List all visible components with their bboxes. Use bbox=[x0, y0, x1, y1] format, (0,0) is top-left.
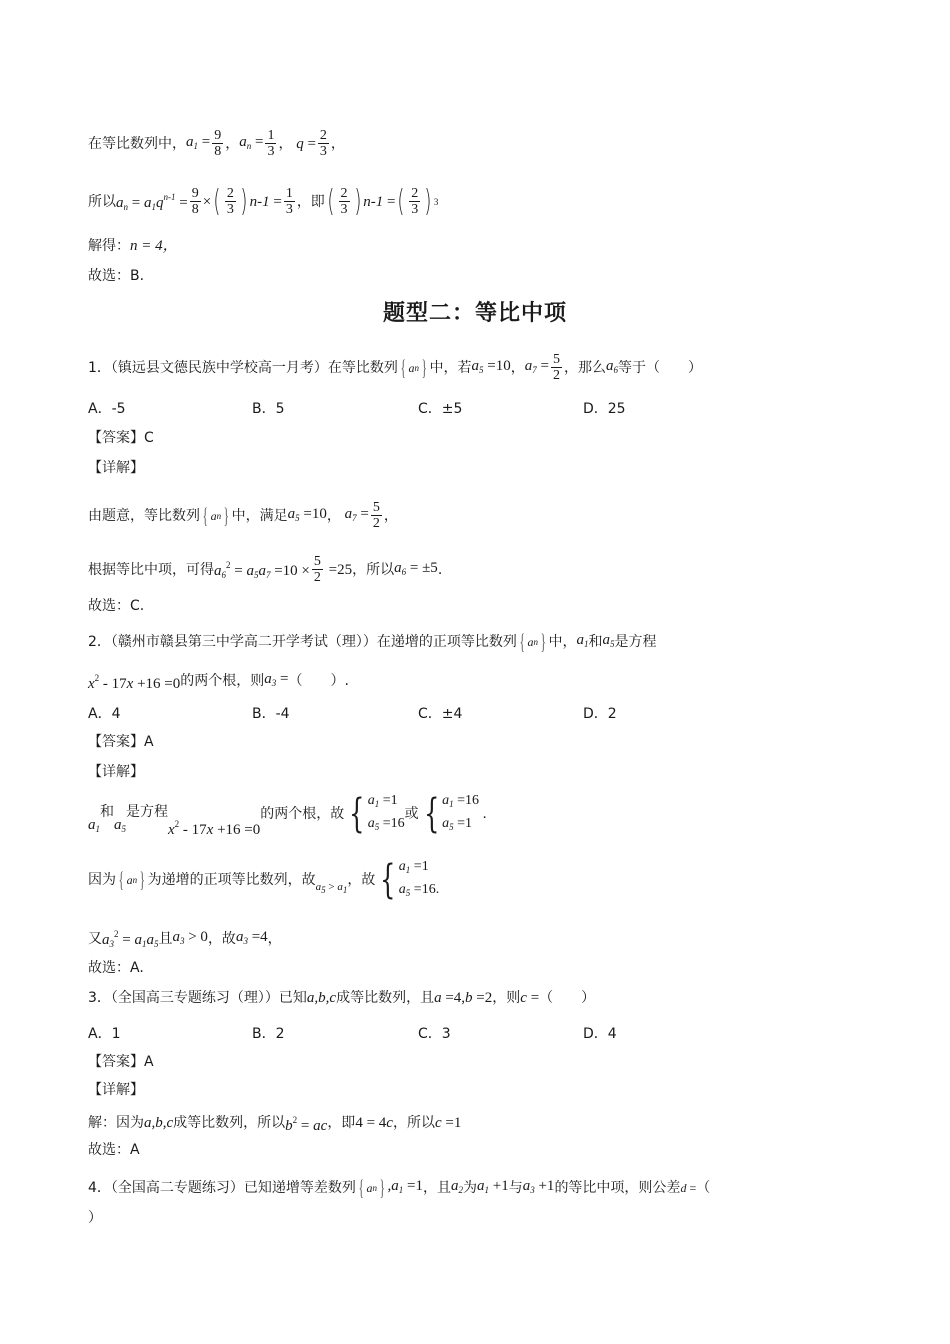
detail-label: 【详解】 bbox=[88, 764, 144, 780]
option-a: A．1 bbox=[88, 1026, 121, 1042]
math: $a_1$ = bbox=[186, 133, 211, 151]
option-d: D．25 bbox=[583, 401, 626, 417]
text-line: 解：因为 a,b,c 成等比数列，所以 $b^2$ = ac ，即 4 = 4c ，所以 c =1 bbox=[88, 1115, 462, 1134]
answer-label: 【答案】C bbox=[88, 430, 154, 446]
question-1-stem: 1．（镇远县文德民族中学校高一月考）在等比数列 { a n } 中，若 $a_5 =10$ ， $a_7$ = $\frac{5}{2}$ ，那么 $a_6$ 等于（ ） bbox=[88, 352, 702, 383]
text-line: 故选：B. bbox=[88, 268, 145, 284]
question-2-stem: 2．（赣州市赣县第三中学高二开学考试（理））在递增的正项等比数列 { a n } 中， $a_1$ 和 $a_5$ 是方程 bbox=[88, 629, 657, 654]
option-c: C．±4 bbox=[418, 706, 463, 722]
section-title: 题型二：等比中项 bbox=[382, 301, 567, 326]
question-2-stem-line2: $x^2 - 17x +16 =0$ 的两个根，则 $a_3$ = （ ）. bbox=[88, 671, 349, 692]
detail-label: 【详解】 bbox=[88, 1082, 144, 1098]
option-d: D．2 bbox=[583, 706, 617, 722]
text: 故选：A. bbox=[88, 960, 144, 976]
option-b: B．2 bbox=[252, 1026, 285, 1042]
text-line: 由题意，等比数列 { a n } 中，满足 $a_5 =10$ ， $a_7$ = $\frac{5}{2}$ ， bbox=[88, 500, 398, 531]
detail-label: 【详解】 bbox=[88, 460, 144, 476]
text: 故选：C. bbox=[88, 598, 145, 614]
fraction: $\frac{9}{8}$ bbox=[214, 128, 222, 159]
option-d: D．4 bbox=[583, 1026, 617, 1042]
option-c: C．3 bbox=[418, 1026, 451, 1042]
text-line: 解得： n = 4， bbox=[88, 238, 178, 254]
answer-label: 【答案】A bbox=[88, 734, 154, 750]
option-b: B．5 bbox=[252, 401, 285, 417]
text-line: 根据等比中项，可得 $a_6^2 = a_5a_7 =10$ × $\frac{5}{2}$ =25 ，所以 $a_6 = \pm 5$ . bbox=[88, 554, 443, 585]
question-3-stem: 3．（全国高三专题练习（理））已知 a,b,c 成等比数列，且 a =4,b =2 ，则 c = （ ） bbox=[88, 990, 596, 1006]
text: 所以 bbox=[88, 193, 116, 210]
answer-label: 【答案】A bbox=[88, 1054, 154, 1070]
option-c: C．±5 bbox=[418, 401, 463, 417]
text-line: $a_1$ 和 $a_5$ 是方程 $x^2 - 17x +16 =0$ 的两个根，故 { $a_1 =1$ $a_5 =16$ 或 { $a_1 =16$ $a_5 =1$ . bbox=[88, 791, 487, 838]
option-a: A．4 bbox=[88, 706, 121, 722]
text-line: 又 $a_3^2 = a_1a_5$ 且 $a_3 > 0$ ，故 $a_3 =4$ ， bbox=[88, 929, 282, 949]
option-a: A．-5 bbox=[88, 401, 126, 417]
text-line: 所以 $a_n = a_1q^{n-1}$ = $\frac{9}{8}$ × ( $\frac{2}{3}$ ) n-1 = $\frac{1}{3}$ ，即 ( $\frac{2}{3}$ ) n-1 = ( $\frac{2}{3}$ ) 3 bbox=[88, 183, 439, 219]
text: 故选：A bbox=[88, 1142, 140, 1158]
text-line: 在等比数列中， $a_1$ = $\frac{9}{8}$ ， $a_n$ = $\frac{1}{3}$ ， q = $\frac{2}{3}$ ， bbox=[88, 128, 345, 159]
option-b: B．-4 bbox=[252, 706, 290, 722]
text-line: 因为 { a n } 为递增的正项等比数列，故 $a_5 > a_1$ ，故 { $a_1 =1$ $a_5 =16$. bbox=[88, 857, 440, 903]
question-4-stem: 4．（全国高二专题练习）已知递增等差数列 { a n } $,a_1 =1$ ，且 $a_2$ 为 $a_1 +1$ 与 $a_3 +1$ 的等比中项，则公差 d = （ bbox=[88, 1175, 711, 1200]
text: ） bbox=[88, 1210, 102, 1226]
text: 在等比数列中， bbox=[88, 135, 186, 152]
